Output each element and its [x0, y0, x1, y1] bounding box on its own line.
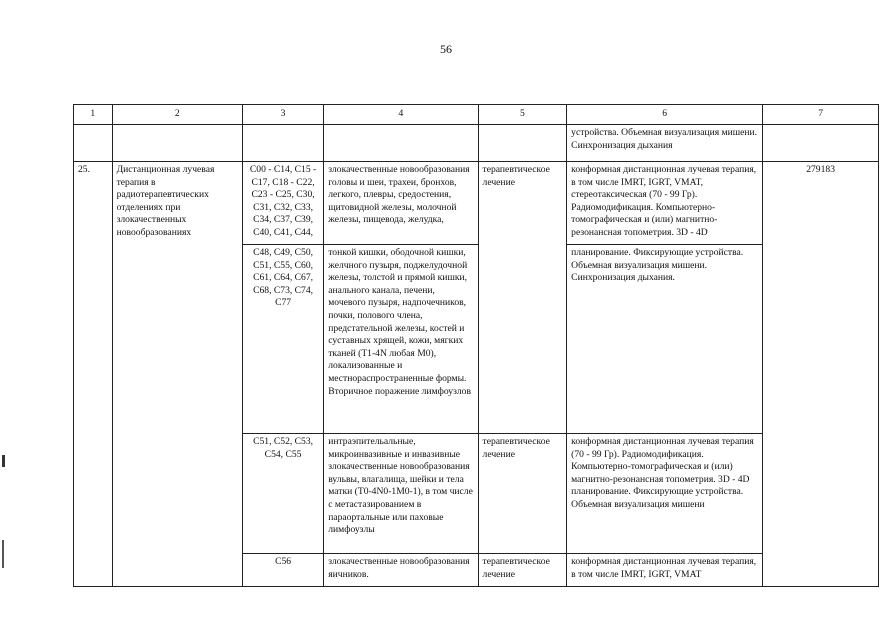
- table-cell: [74, 125, 113, 162]
- scan-artifact: [2, 455, 5, 467]
- icd-codes-cell: C56: [242, 554, 323, 587]
- method-cell: устройства. Объемная визуализация мишени. Синхронизация дыхания: [567, 125, 763, 162]
- column-header: 3: [242, 105, 323, 125]
- treatment-cell: терапевтическое лечение: [478, 162, 567, 434]
- page-number: 56: [440, 42, 452, 56]
- table-cell: [478, 125, 567, 162]
- column-header: 1: [74, 105, 113, 125]
- table-header-row: [74, 105, 879, 125]
- method-cell: планирование. Фиксирующие устройства. Объемная визуализация мишени. Синхронизация дыхания.: [567, 245, 763, 434]
- table-cell: [112, 125, 242, 162]
- table-row: [74, 162, 879, 245]
- column-header: 4: [324, 105, 478, 125]
- column-header: 7: [763, 105, 879, 125]
- scan-artifact: [2, 540, 4, 568]
- table-container: [73, 104, 879, 587]
- treatment-cell: терапевтическое лечение: [478, 434, 567, 554]
- method-cell: конформная дистанционная лучевая терапия, в том числе IMRT, IGRT, VMAT: [567, 554, 763, 587]
- entry-number: 25.: [74, 162, 113, 587]
- icd-codes-cell: C51, C52, C53, C54, C55: [242, 434, 323, 554]
- cost-cell: 279183: [763, 162, 879, 587]
- method-cell: конформная дистанционная лучевая терапия (70 - 99 Гр). Радиомодификация. Компьютерно-томографическая и (или) магнитно-резонансная топометрия. 3D - 4D планирование. Фиксирующие устройства. Объемная визуализация мишени: [567, 434, 763, 554]
- icd-codes-cell: C48, C49, C50, C51, C55, C60, C61, C64, C67, C68, C73, C74, C77: [242, 245, 323, 434]
- column-header: 5: [478, 105, 567, 125]
- table-cell: [324, 125, 478, 162]
- treatment-cell: терапевтическое лечение: [478, 554, 567, 587]
- description-cell: тонкой кишки, ободочной кишки, желчного пузыря, поджелудочной железы, толстой и прямой кишки, анального канала, печени, мочевого пузыря, надпочечников, почки, полового члена, предстательной железы, костей и суставных хрящей, кожи, мягких тканей (T1-4N любая M0), локализованные и местнораспространенные формы. Вторичное поражение лимфоузлов: [324, 245, 478, 434]
- description-cell: злокачественные новообразования яичников.: [324, 554, 478, 587]
- table-row-continuation: [74, 125, 879, 162]
- description-cell: злокачественные новообразования головы и шеи, трахеи, бронхов, легкого, плевры, средостения, щитовидной железы, молочной железы, пищевода, желудка,: [324, 162, 478, 245]
- method-cell: конформная дистанционная лучевая терапия, в том числе IMRT, IGRT, VMAT, стереотаксическая (70 - 99 Гр). Радиомодификация. Компьютерно-томографическая и (или) магнитно-резонансная топометрия. 3D - 4D: [567, 162, 763, 245]
- entry-name: Дистанционная лучевая терапия в радиотерапевтических отделениях при злокачественных новообразованиях: [112, 162, 242, 587]
- icd-codes-cell: C00 - C14, C15 - C17, C18 - C22, C23 - C25, C30, C31, C32, C33, C34, C37, C39, C40, C41, C44,: [242, 162, 323, 245]
- description-cell: интраэпительальные, микроинвазивные и инвазивные злокачественные новообразования вульвы, влагалища, шейки и тела матки (T0-4N0-1M0-1), в том числе с метастазированием в параортальные или паховые лимфоузлы: [324, 434, 478, 554]
- column-header: 6: [567, 105, 763, 125]
- table-cell: [763, 125, 879, 162]
- procedures-table: [73, 104, 879, 587]
- table-cell: [242, 125, 323, 162]
- column-header: 2: [112, 105, 242, 125]
